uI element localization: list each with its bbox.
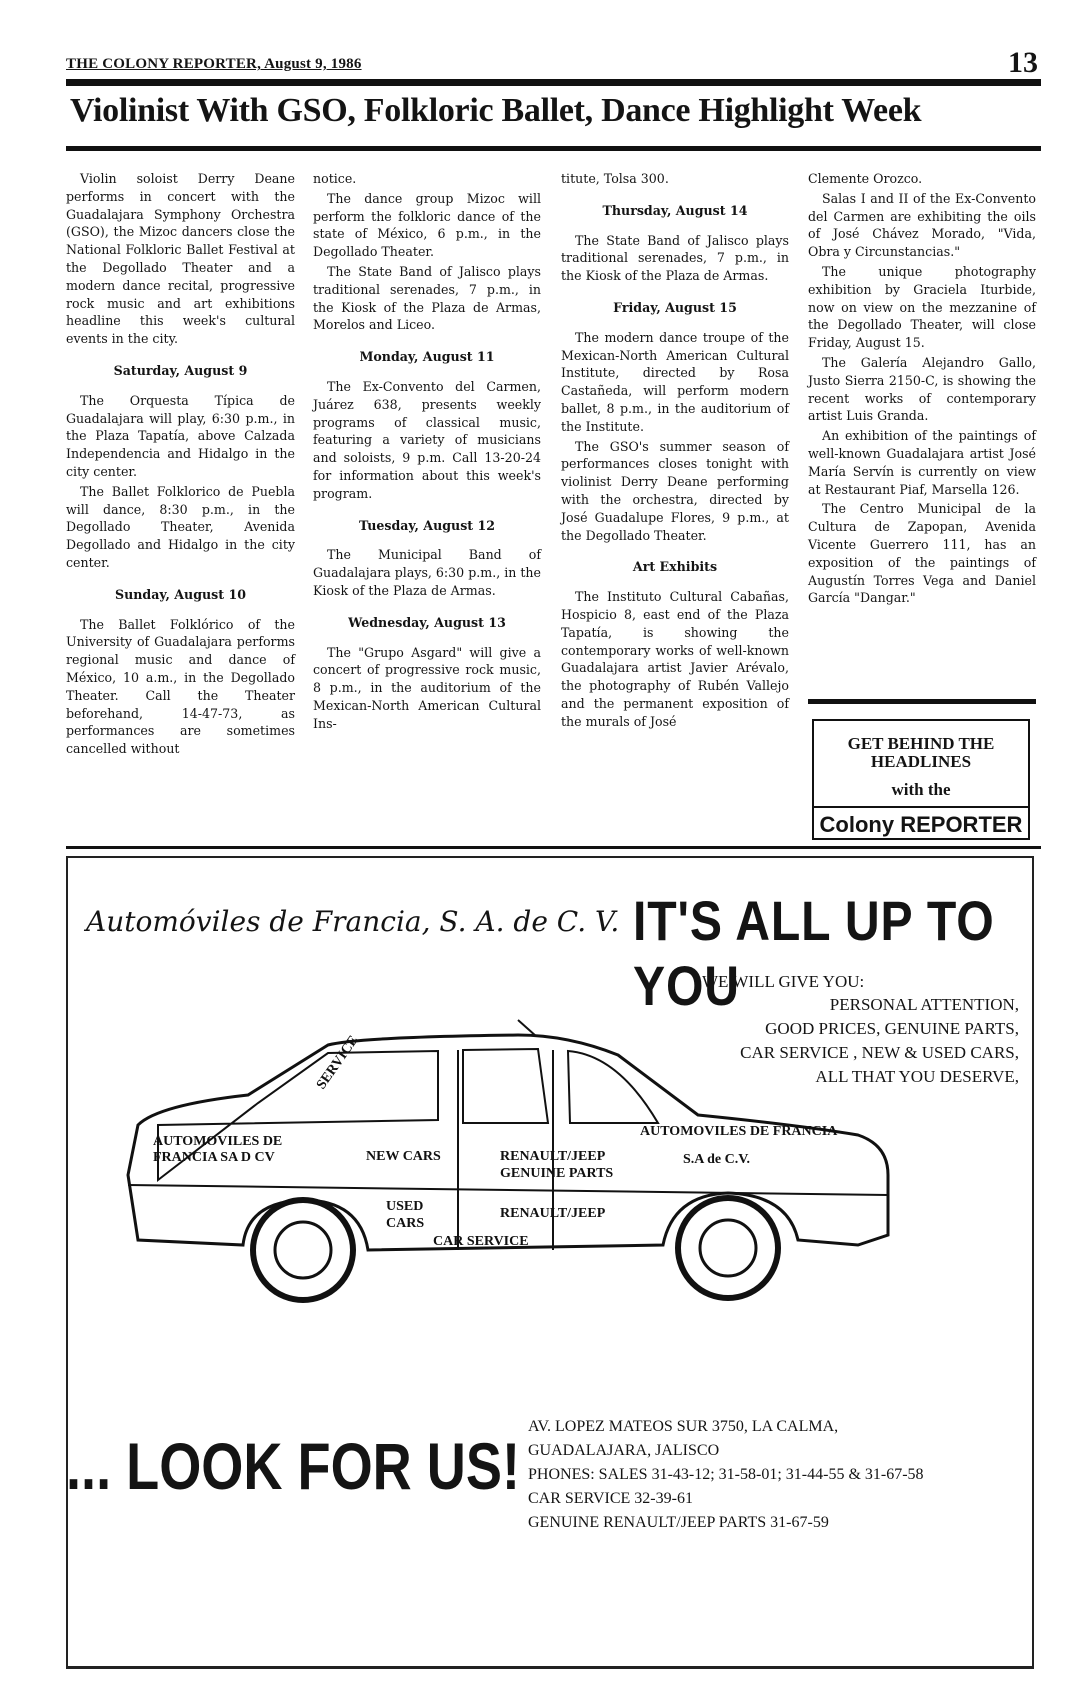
- benefit-line: GOOD PRICES, GENUINE PARTS,: [765, 1019, 1019, 1038]
- article-column-3: [561, 170, 789, 733]
- address-line: AV. LOPEZ MATEOS SUR 3750, LA CALMA,: [528, 1418, 839, 1435]
- phone-line: CAR SERVICE 32-39-61: [528, 1490, 693, 1507]
- paragraph: The Ex-Convento del Carmen, Juárez 638, presents weekly programs of classical music, featuring a variety of musicians and soloists, 9 p.m. Call 13-20-24 for information about this week's program.: [313, 378, 541, 501]
- phone-line: GENUINE RENAULT/JEEP PARTS 31-67-59: [528, 1514, 829, 1531]
- car-label: AUTOMOVILES DE: [153, 1134, 283, 1149]
- page-number: 13: [1008, 46, 1038, 79]
- paragraph: The Ballet Folklorico de Puebla will dance, 8:30 p.m., in the Degollado Theater, Avenida Degollado and Hidalgo in the city center.: [66, 483, 295, 570]
- paragraph: The Galería Alejandro Gallo, Justo Sierra 2150-C, is showing the recent works of contemporary artist Luis Granda.: [808, 354, 1036, 424]
- phones-line: PHONES: SALES 31-43-12; 31-58-01; 31-44-55 & 31-67-58: [528, 1466, 924, 1483]
- masthead-rule: [66, 79, 1041, 86]
- paragraph: The Orquesta Típica de Guadalajara will play, 6:30 p.m., in the Plaza Tapatía, above Calzada Independencia and Hidalgo in the city center.: [66, 392, 295, 479]
- ad-contact-block: [528, 1415, 924, 1535]
- paragraph: Clemente Orozco.: [808, 171, 923, 186]
- masthead: [66, 46, 1038, 79]
- ad-call-to-action: ... LOOK FOR US!: [66, 1429, 520, 1503]
- paragraph: The dance group Mizoc will perform the folkloric dance of the state of México, 6 p.m., in the Degollado Theater.: [313, 190, 541, 260]
- paragraph: Salas I and II of the Ex-Convento del Carmen are exhibiting the oils of José Chávez Morado, "Vida, Obra y Circunstancias.": [808, 190, 1036, 260]
- car-label: GENUINE PARTS: [500, 1166, 614, 1181]
- paragraph: titute, Tolsa 300.: [561, 171, 669, 186]
- paragraph: notice.: [313, 171, 357, 186]
- car-label: RENAULT/JEEP: [500, 1206, 606, 1221]
- paragraph: The GSO's summer season of performances closes tonight with violinist Derry Deane performing with the orchestra, directed by José Guadalupe Flores, 9 p.m., at the Degollado Theater.: [561, 438, 789, 543]
- section-heading: Art Exhibits: [632, 559, 718, 575]
- car-label: CARS: [386, 1216, 425, 1231]
- paragraph: The State Band of Jalisco plays traditional serenades, 7 p.m., in the Kiosk of the Plaza de Armas, Morelos and Liceo.: [313, 263, 541, 333]
- car-label: FRANCIA SA D CV: [153, 1150, 275, 1165]
- paragraph: Violin soloist Derry Deane performs in concert with the Guadalajara Symphony Orchestra (GSO), the Mizoc dancers close the National Folkloric Ballet Festival at the Degollado Theater and a modern dance recital, progressive rock music and art exhibitions headline this week's cultural events in the city.: [66, 171, 295, 347]
- paragraph: An exhibition of the paintings of well-known Guadalajara artist José María Servín is currently on view at Restaurant Piaf, Marsella 126.: [808, 428, 1036, 497]
- date-heading: Friday, August 15: [613, 299, 737, 315]
- section-rule: [66, 846, 1041, 849]
- article-column-1: [66, 170, 295, 760]
- car-label: CAR SERVICE: [433, 1234, 529, 1249]
- paragraph: The Centro Municipal de la Cultura de Zapopan, Avenida Vicente Guerrero 111, has an exposition of the paintings of Augustín Torres Vega and Daniel García "Dangar.": [808, 501, 1036, 606]
- car-label: SERVICE: [313, 1033, 362, 1093]
- ad-company-name: Automóviles de Francia, S. A. de C. V.: [86, 905, 620, 938]
- car-label: USED: [386, 1199, 424, 1214]
- date-heading: Wednesday, August 13: [348, 614, 506, 630]
- page-headline: Violinist With GSO, Folkloric Ballet, Dance Highlight Week: [70, 92, 922, 129]
- headline-rule: [66, 146, 1041, 151]
- paragraph: The Municipal Band of Guadalajara plays, 6:30 p.m., in the Kiosk of the Plaza de Armas.: [313, 547, 541, 598]
- date-heading: Sunday, August 10: [115, 586, 246, 602]
- paper-name-date: THE COLONY REPORTER, August 9, 1986: [66, 56, 362, 72]
- promo-logo-text: Colony REPORTER: [814, 806, 1028, 838]
- car-label: AUTOMOVILES DE FRANCIA: [640, 1124, 838, 1139]
- date-heading: Thursday, August 14: [602, 202, 748, 218]
- promo-line: GET BEHIND THE HEADLINES: [847, 734, 995, 771]
- date-heading: Tuesday, August 12: [358, 517, 496, 533]
- ad-intro: WE WILL GIVE YOU:: [702, 972, 865, 991]
- benefit-line: PERSONAL ATTENTION,: [829, 995, 1019, 1014]
- article-column-4: [808, 170, 1036, 609]
- car-label: NEW CARS: [366, 1149, 441, 1164]
- paragraph: The State Band of Jalisco plays traditional serenades, 7 p.m., in the Kiosk of the Plaza de Armas.: [561, 232, 789, 284]
- paragraph: The "Grupo Asgard" will give a concert of progressive rock music, 8 p.m., in the auditorium of the Mexican-North American Cultural Ins-: [313, 644, 541, 731]
- promo-line: with the: [891, 780, 951, 799]
- address-line: GUADALAJARA, JALISCO: [528, 1442, 720, 1459]
- date-heading: Saturday, August 9: [113, 362, 248, 378]
- benefit-line: CAR SERVICE , NEW & USED CARS,: [740, 1043, 1019, 1062]
- paragraph: The modern dance troupe of the Mexican-North American Cultural Institute, directed by Rosa Castañeda, will perform modern ballet, 8 p.m., in the auditorium of the Institute.: [561, 329, 789, 434]
- paragraph: The unique photography exhibition by Graciela Iturbide, now on view on the mezzanine of the Degollado Theater, will close Friday, August 15.: [808, 263, 1036, 351]
- car-label: RENAULT/JEEP: [500, 1149, 606, 1164]
- colony-reporter-promo-box: [812, 719, 1030, 840]
- ad-slogan: IT'S ALL UP TO YOU: [633, 889, 995, 1017]
- benefit-line: ALL THAT YOU DESERVE,: [815, 1067, 1019, 1086]
- paragraph: The Instituto Cultural Cabañas, Hospicio 8, east end of the Plaza Tapatía, is showing the contemporary works of well-known Guadalajara artist Javier Arévalo, the photography of Rubén Vallejo and the permanent exposition of the murals of José: [561, 589, 789, 729]
- paragraph: The Ballet Folklórico of the University of Guadalajara performs regional music and dance of México, 10 a.m., in the Degollado Theater. Call the Theater beforehand, 14-47-73, as performances are sometimes cancelled without: [66, 616, 295, 757]
- station-wagon-illustration: [98, 995, 958, 1330]
- article-column-2: [313, 170, 541, 735]
- date-heading: Monday, August 11: [359, 349, 495, 365]
- column-rule: [808, 699, 1036, 704]
- car-label: S.A de C.V.: [683, 1152, 751, 1167]
